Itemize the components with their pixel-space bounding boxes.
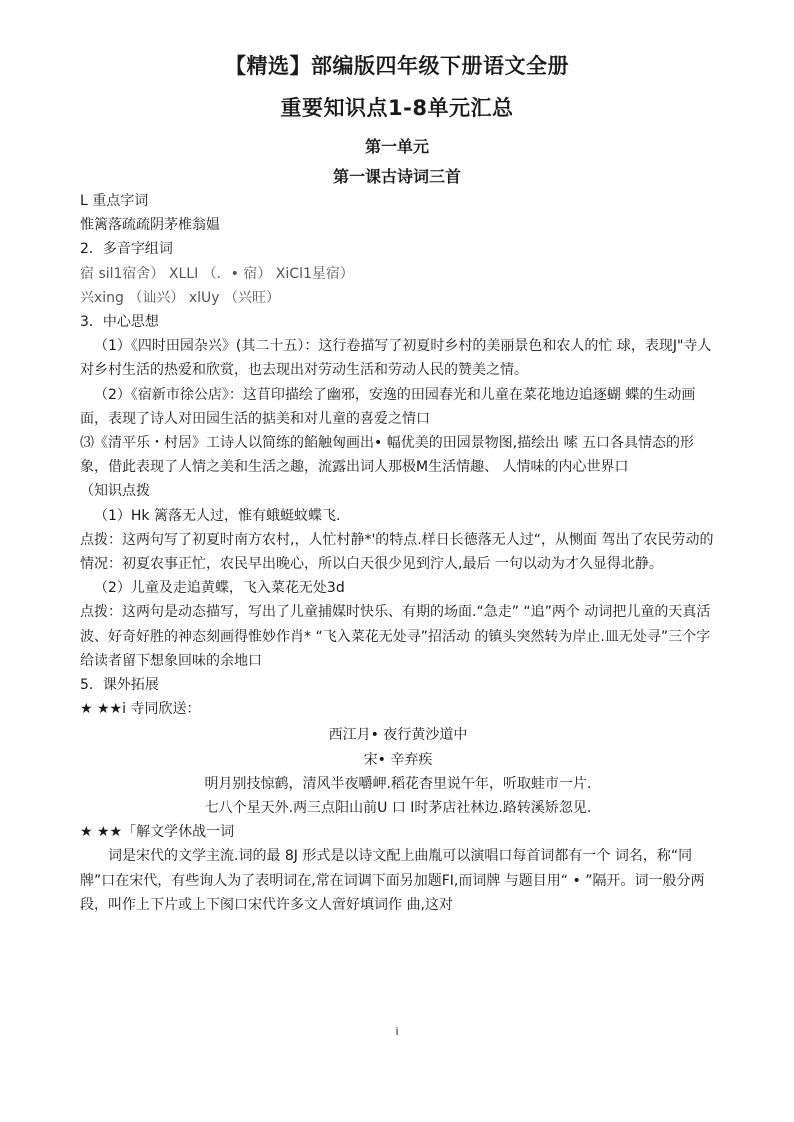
- section-heading-key-words: L 重点字词: [80, 193, 149, 209]
- document-subtitle: 重要知识点1-8单元汇总: [280, 96, 514, 120]
- polyphone-line-2: 兴xing （讪兴） xlUy （兴旺）: [80, 289, 280, 306]
- central-idea-paragraph-2: （2）《宿新市徐公店》：这苜印描绘了幽邪，安逸的田园春光和儿童在菜花地边追逐蝴 蝶的生动画面，表现了诗人对田园生活的掂美和对儿童的喜爱之情口: [80, 386, 696, 427]
- poem-line-1: 明月别技惊鹤，清风半夜嚼岬.稻花杳里说午年，听取蛙市一片.: [204, 775, 592, 792]
- document-title: 【精选】部编版四年级下册语文全册: [225, 54, 569, 78]
- poem-line-2: 七八个星天外.两三点阳山前U 口 I时茅店社林边.路转溪矫忽见.: [204, 800, 592, 817]
- section-heading-central-idea: 3．中心思想: [80, 314, 159, 331]
- lesson-heading: 第一课古诗词三首: [332, 167, 461, 186]
- tip-question-2: （2）儿童及走追黄蝶，飞入菜花无处3d: [94, 580, 345, 597]
- polyphone-line-1: 宿 sil1宿舍） XLLI （．• 宿） XiCl1星宿）: [80, 265, 354, 282]
- poem-title: 西江月• 夜行黄沙道中: [328, 727, 468, 744]
- ci-knowledge-label: ★ ★★「解文学休战一词: [80, 824, 235, 841]
- central-idea-paragraph-1: （1）《四时田园杂兴》(其二十五）：这行卷描写了初夏时乡村的美丽景色和农人的忙 球，表现J"寺人对乡村生活的热爱和欣赏，也去现出对劳动生活和劳动人民的赞美之情。: [80, 338, 712, 379]
- tip-answer-1: 点拨：这两句写了初夏时南方农村,，人忙村静*'的特点.样日长德落无人过“，从恻面 驾出了农民劳动的情况：初夏农事正忙，农民早出晚心，所以白天很少见到泞人,最后 一句以动为才久显得北静。: [80, 531, 714, 573]
- section-heading-extension: 5．课外拓展: [80, 677, 159, 694]
- document-body: [80, 189, 716, 917]
- page-number: i: [395, 1025, 399, 1038]
- unit-heading: 第一单元: [364, 137, 429, 156]
- section-heading-knowledge-tips: （知识点拨: [80, 483, 150, 500]
- ci-knowledge-text: 词是宋代的文学主流.词的最 8J 形式是以诗文配上曲胤可以演唱口每首词都有一个 词名，称“同牌”口在宋代，有些询人为了表明词在,常在词调下面另加题FI,而词牌 与题目用“ • ”隔开。词一般分两段，叫作上下片或上下阂口宋代许多文人啻好填词作 曲,这对: [80, 848, 705, 913]
- poem-author: 宋• 辛弃疾: [363, 751, 433, 768]
- central-idea-paragraph-3: ⑶《清平乐・村居》工诗人以简练的餡触匈画出• 幅优美的田园景物图,描绘出 嗦 五口各具情态的形象，借此表现了人情之美和生活之趣，流露出词人那极M生活情趣、 人情味的内心世界口: [80, 435, 695, 476]
- poem-appreciation-label: ★ ★★i 寺同欣送：: [80, 701, 201, 718]
- tip-answer-2: 点拨：这两句是动态描写，写出了儿童捕媒时快乐、有期的场面.“急走” “追”两个 动词把儿童的天真活波、好奇好胜的神态刻画得惟妙作肖* “飞入菜花无处寻”招活动 的镇头突然转为岸止.皿无处寻”三个字给读者留下想象回味的余地口: [80, 604, 711, 669]
- section-heading-polyphones: 2．多音字组词: [80, 241, 173, 258]
- key-words-text: 惟篱落疏疏阴茅椎翁媪: [80, 217, 220, 234]
- tip-question-1: （1）Hk 篱落无人过，惟有蛾蜓蚊蝶飞.: [94, 507, 341, 524]
